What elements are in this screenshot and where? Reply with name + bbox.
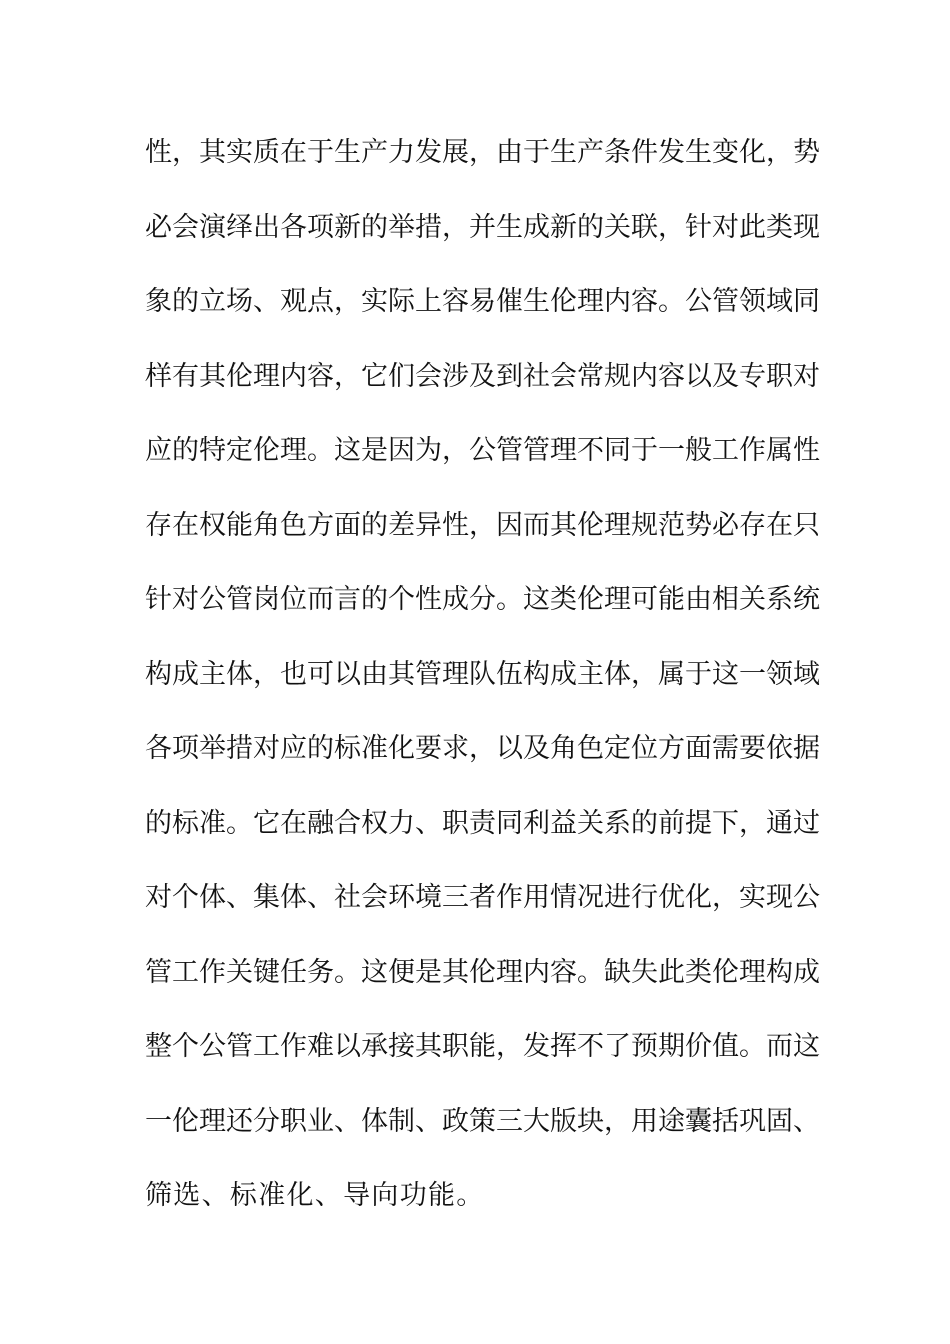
body-paragraph (145, 130, 820, 1248)
text-line-12: 管工作关键任务。这便是其伦理内容。缺失此类伦理构成 (145, 956, 820, 988)
text-line-14: 一伦理还分职业、体制、政策三大版块，用途囊括巩固、 (145, 1105, 820, 1137)
text-line-10: 的标准。它在融合权力、职责同利益关系的前提下，通过 (145, 807, 820, 839)
text-line-15: 筛选、标准化、导向功能。 (145, 1180, 485, 1211)
text-line-9: 各项举措对应的标准化要求，以及角色定位方面需要依据 (145, 733, 820, 764)
text-line-8: 构成主体，也可以由其管理队伍构成主体，属于这一领域 (145, 658, 820, 690)
text-line-1: 性，其实质在于生产力发展，由于生产条件发生变化，势 (145, 137, 820, 168)
text-line-2: 必会演绎出各项新的举措，并生成新的关联，针对此类现 (145, 211, 820, 243)
text-line-11: 对个体、集体、社会环境三者作用情况进行优化，实现公 (145, 882, 820, 913)
text-line-13: 整个公管工作难以承接其职能，发挥不了预期价值。而这 (145, 1031, 820, 1062)
text-line-6: 存在权能角色方面的差异性，因而其伦理规范势必存在只 (145, 509, 820, 541)
text-line-3: 象的立场、观点，实际上容易催生伦理内容。公管领域同 (145, 286, 820, 317)
text-line-7: 针对公管岗位而言的个性成分。这类伦理可能由相关系统 (145, 584, 820, 615)
text-line-4: 样有其伦理内容，它们会涉及到社会常规内容以及专职对 (145, 360, 820, 392)
text-line-5: 应的特定伦理。这是因为，公管管理不同于一般工作属性 (145, 435, 820, 466)
